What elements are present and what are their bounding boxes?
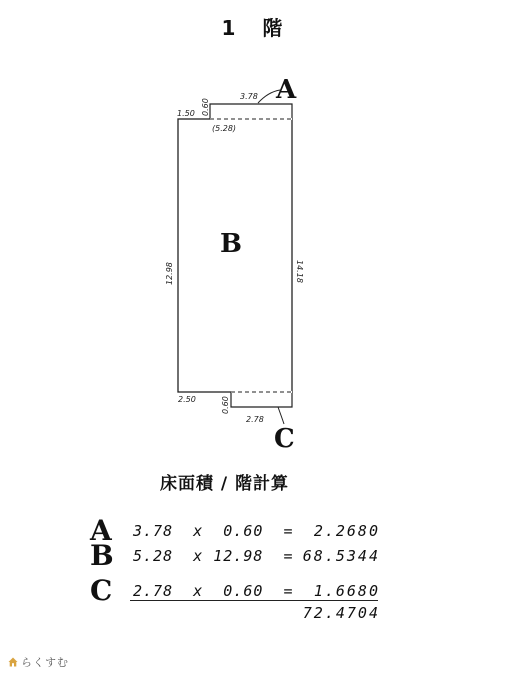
zone-c-leader <box>278 407 284 424</box>
brand-logo-text: らくすむ <box>21 656 69 669</box>
dim-a-depth: 0.60 <box>201 98 210 116</box>
zone-c-label: C <box>274 424 295 454</box>
dim-b-right-height: 14.18 <box>295 260 304 283</box>
calc-result-c: 1.6680 <box>313 582 380 600</box>
zone-c-outline <box>231 392 292 407</box>
dim-b-left-height: 12.98 <box>165 262 174 285</box>
zone-a-outline <box>210 104 292 119</box>
calc-row-b <box>0 539 514 573</box>
dim-c-depth: 0.60 <box>221 396 230 414</box>
calc-expression-b: 5.28 x 12.98 = <box>133 547 294 565</box>
calc-result-a: 2.2680 <box>313 522 380 540</box>
zone-b-label: B <box>220 229 242 259</box>
calc-total: 72.4704 <box>302 604 380 622</box>
brand-logo <box>8 654 69 670</box>
calc-row-c <box>0 574 514 608</box>
dim-b-offset-top: 1.50 <box>177 109 195 118</box>
house-icon <box>8 657 18 667</box>
calc-expression-a: 3.78 x 0.60 = <box>133 522 294 540</box>
dim-b-width: (5.28) <box>212 124 237 133</box>
calc-expression-c: 2.78 x 0.60 = <box>133 582 294 600</box>
calc-letter-b: B <box>90 539 114 572</box>
calc-result-b: 68.5344 <box>302 547 380 565</box>
calc-letter-a: A <box>90 514 112 547</box>
sum-underline <box>130 600 378 601</box>
dim-c-width: 2.78 <box>246 415 264 424</box>
calc-letter-c: C <box>90 574 113 607</box>
calc-title: 床面積 / 階計算 <box>160 474 290 494</box>
floor-title: 1 階 <box>221 16 293 40</box>
zone-a-label: A <box>276 75 297 105</box>
dim-a-width: 3.78 <box>240 92 258 101</box>
dim-b-offset-bottom: 2.50 <box>178 395 196 404</box>
